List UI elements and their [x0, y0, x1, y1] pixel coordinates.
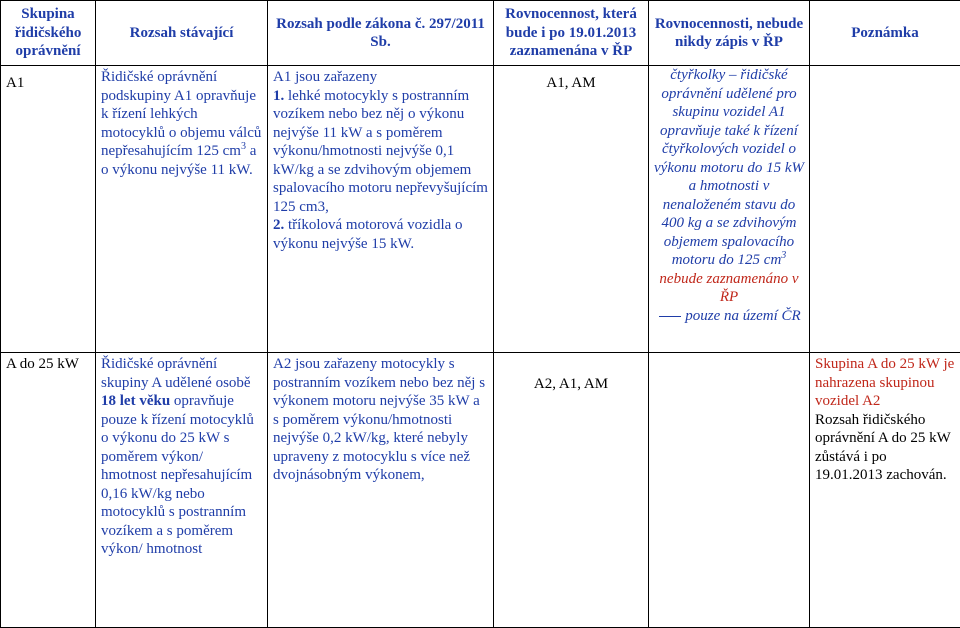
current-scope-text-end: a o výkonu nejvýše 11 kW. — [101, 143, 256, 178]
cell-never-recorded — [649, 66, 810, 353]
equivalence-value: A2, A1, AM — [534, 376, 608, 392]
cell-current-scope — [96, 66, 268, 353]
header-group: Skupina řidičského oprávnění — [1, 1, 96, 66]
law-item-1 — [273, 87, 488, 217]
table-row-a1 — [1, 66, 960, 353]
law-text: A2 jsou zařazeny motocykly s postranním vozíkem nebo bez něj s výkonem motoru nejvýše 35 kW a s poměrem výkonu/hmotnosti nejvýše 0,2 kW/kg, které nebyly upraveny z motocyklu s více než dvojnásobným výkonem, — [273, 356, 485, 483]
cell-law-scope — [268, 66, 494, 353]
current-scope-bold: 18 let věku — [101, 393, 170, 409]
cell-law-scope — [268, 353, 494, 628]
dash-mark — [659, 316, 681, 317]
equivalence-value: A1, AM — [546, 75, 595, 91]
cell-note — [810, 353, 960, 628]
note-blue-text: Skupina A do 25 kW je nahrazena skupinou vozidel A2 — [815, 356, 954, 409]
never-text: čtyřkolky – řidičské oprávnění udělené pro skupinu vozidel A1 opravňuje také k řízení čtyřkolových vozidel o výkonu motoru do 15 kW a hmotnosti v nenaloženém stavu do 400 kg a se zdvihovým objemem spalovacího motoru do 125 cm — [654, 67, 804, 268]
cell-current-scope — [96, 353, 268, 628]
current-scope-text: Řidičské oprávnění podskupiny A1 opravňuje k řízení lehkých motocyklů o objemu válců nepřesahujícím 125 cm — [101, 69, 261, 159]
header-never-recorded: Rovnocennosti, nebude nikdy zápis v ŘP — [649, 1, 810, 66]
current-scope-text: Řidičské oprávnění skupiny A udělené osobě — [101, 356, 251, 391]
law-item-2-num: 2. — [273, 217, 284, 233]
cell-group — [1, 66, 96, 353]
table-row-a-25kw — [1, 353, 960, 628]
never-red-text: nebude zaznamenáno v ŘP — [659, 271, 798, 306]
header-law-scope: Rozsah podle zákona č. 297/2011 Sb. — [268, 1, 494, 66]
group-label: A1 — [6, 75, 24, 91]
superscript: 3 — [241, 141, 246, 152]
cell-note — [810, 66, 960, 353]
header-current-scope: Rozsah stávající — [96, 1, 268, 66]
cell-equivalence — [494, 353, 649, 628]
header-equivalence: Rovnocennost, která bude i po 19.01.2013 zaznamenána v ŘP — [494, 1, 649, 66]
law-item-1-text: lehké motocykly s postranním vozíkem nebo bez něj o výkonu nejvýše 11 kW a s poměrem výkonu/hmotnosti nejvýše 0,1 kW/kg a se zdvihovým objemem spalovacího motoru nepřevyšujícím 125 cm3, — [273, 88, 488, 215]
law-item-2-text: tříkolová motorová vozidla o výkonu nejvýše 15 kW. — [273, 217, 463, 252]
current-scope-text-end: opravňuje pouze k řízení motocyklů o výkonu do 25 kW s poměrem výkon/ hmotnost nepřesahujícím 0,16 kW/kg nebo motocyklů s postranním vozíkem a s poměrem výkon/ hmotnost — [101, 393, 254, 557]
law-intro: A1 jsou zařazeny — [273, 68, 488, 87]
group-label: A do 25 kW — [6, 356, 79, 372]
cell-group — [1, 353, 96, 628]
never-superscript: 3 — [781, 250, 786, 261]
never-territory-line — [652, 307, 806, 326]
note-black-text: Rozsah řidičského oprávnění A do 25 kW zůstává i po 19.01.2013 zachován. — [815, 411, 955, 485]
cell-never-recorded — [649, 353, 810, 628]
never-territory: pouze na území ČR — [685, 308, 800, 324]
law-item-1-num: 1. — [273, 88, 284, 104]
header-note: Poznámka — [810, 1, 960, 66]
table-header-row — [1, 1, 960, 66]
law-item-2 — [273, 216, 488, 253]
cell-equivalence — [494, 66, 649, 353]
